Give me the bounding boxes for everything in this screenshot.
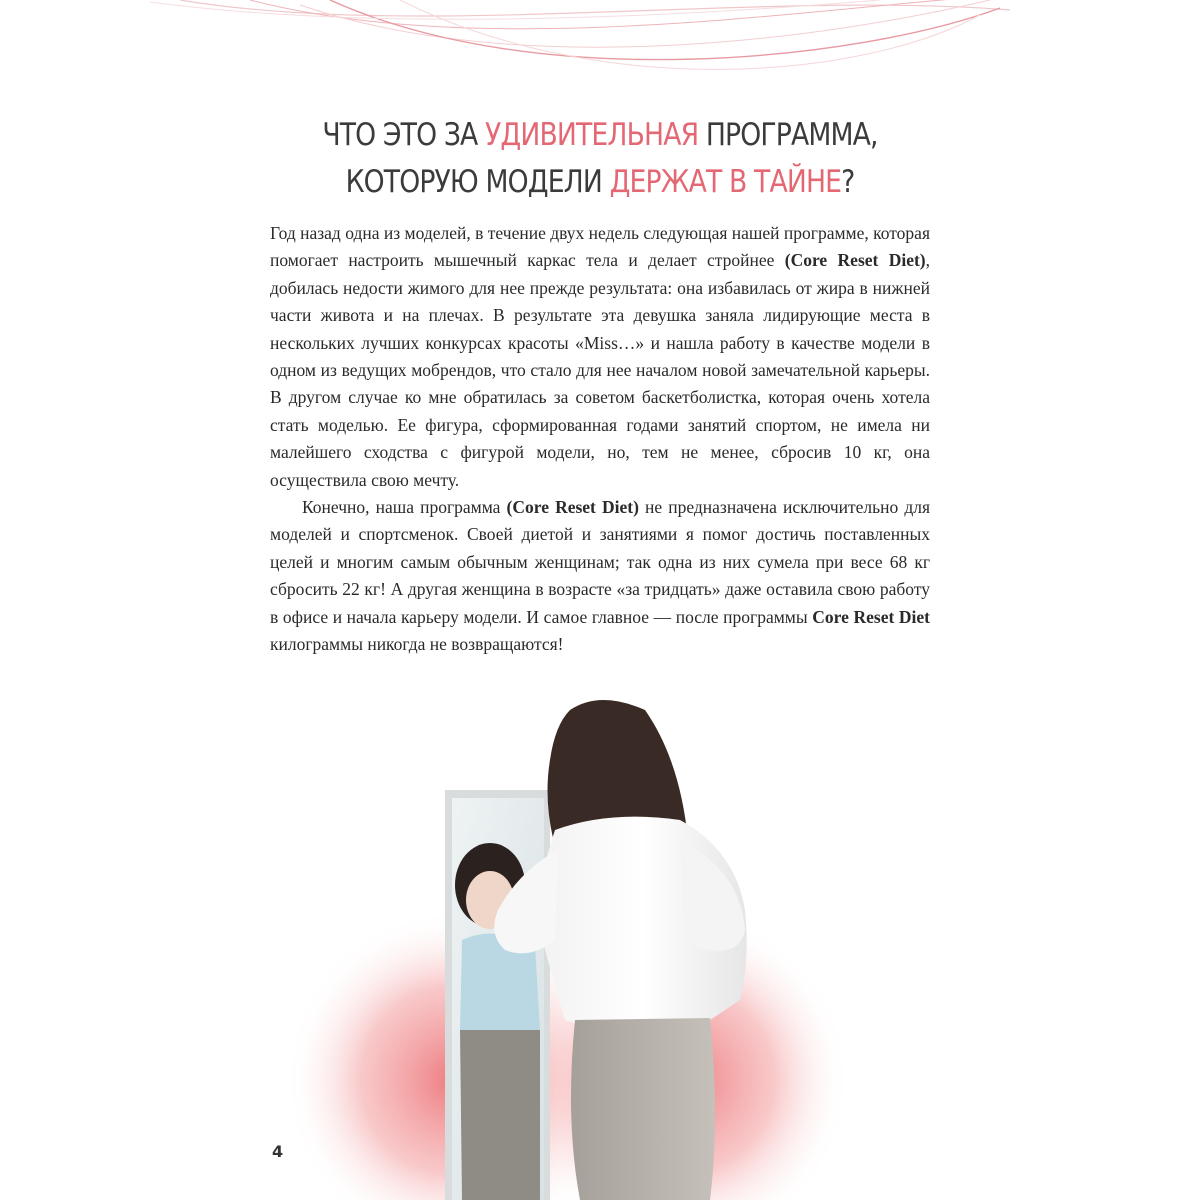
bold-term: (Core Reset Diet) bbox=[784, 250, 926, 271]
heading-text: ? bbox=[841, 164, 855, 200]
paragraph-text: килограммы никогда не возвращаются! bbox=[270, 634, 564, 655]
body-text bbox=[270, 220, 930, 659]
paragraph-2 bbox=[270, 494, 930, 658]
heading-text: ПРОГРАММА, bbox=[698, 117, 878, 153]
woman-at-mirror-illustration bbox=[240, 700, 1000, 1200]
paragraph-text: , добилась недости жимого для нее прежде результата: она избавилась от жира в нижней части живота и на плечах. В результате эта девушка заняла лидирующие места в нескольких лучших конкурсах красоты «Miss…» и нашла работу в качестве модели в одном из ведущих мобрендов, что стало для нее началом новой замечательной карьеры. В другом случае ко мне обратилась за советом баскетболистка, которая очень хотела стать моделью. Ее фигура, сформированная годами занятий спортом, не имела ни малейшего сходства с фигурой модели, но, тем не менее, сбросив 10 кг, она осуществила свою мечту. bbox=[270, 250, 930, 490]
heading-text: КОТОРУЮ МОДЕЛИ bbox=[345, 164, 610, 200]
heading-accent-text: ДЕРЖАТ В ТАЙНЕ bbox=[609, 164, 842, 200]
heading-text: ЧТО ЭТО ЗА bbox=[322, 117, 486, 153]
bold-term: Core Reset Diet bbox=[812, 606, 930, 627]
paragraph-text: Конечно, наша программа bbox=[302, 497, 507, 518]
page-number: 4 bbox=[272, 1142, 284, 1161]
paragraph-text: не предназначена исключительно для моделей и спортсменок. Своей диетой и занятиями я помог достичь поставленных целей и многим самым обычным женщинам; так одна из них сумела при весе 68 кг сбросить 22 кг! А другая женщина в возрасте «за тридцать» даже оставила свою работу в офисе и начала карьеру модели. И самое главное — после программы bbox=[270, 497, 930, 627]
bold-term: (Core Reset Diet) bbox=[506, 497, 639, 518]
paragraph-1 bbox=[270, 220, 930, 494]
paragraph-text: Год назад одна из моделей, в течение двух недель следующая нашей программе, которая помогает настроить мышечный каркас тела и делает стройнее bbox=[270, 223, 930, 271]
heading-accent-text: УДИВИТЕЛЬНАЯ bbox=[485, 117, 699, 153]
page-heading bbox=[256, 112, 944, 206]
heading-line-2 bbox=[256, 159, 944, 206]
decorative-waves bbox=[0, 0, 1200, 120]
heading-line-1 bbox=[256, 112, 944, 159]
